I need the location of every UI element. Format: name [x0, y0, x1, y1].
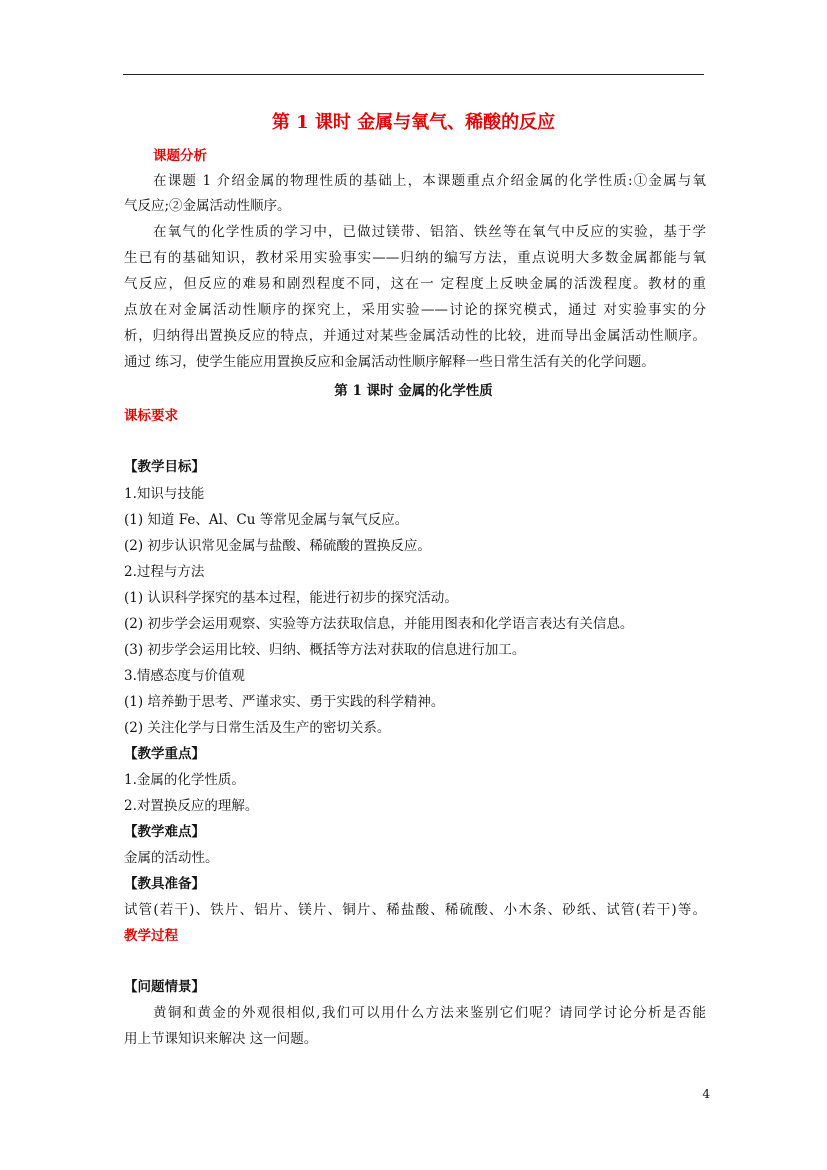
key-heading: 【教学重点】 — [124, 746, 205, 762]
paragraph-line: 在课题 1 介绍金属的物理性质的基础上，本课题重点介绍金属的化学性质:①金属与氧 — [153, 173, 706, 189]
paragraph-line: 用上节课知识来解决 这一问题。 — [124, 1031, 318, 1047]
goal-item: 3.情感态度与价值观 — [124, 668, 245, 684]
standards-heading: 课标要求 — [124, 408, 178, 424]
scenario-heading: 【问题情景】 — [124, 979, 205, 995]
paragraph-line: 在氧气的化学性质的学习中，已做过镁带、铝箔、铁丝等在氧气中反应的实验，基于学 — [153, 224, 706, 240]
paragraph-line: 气反应;②金属活动性顺序。 — [124, 198, 291, 214]
goal-item: (1) 认识科学探究的基本过程，能进行初步的探究活动。 — [124, 590, 458, 606]
paragraph-line: 通过 练习，使学生能应用置换反应和金属活动性顺序解释一些日常生活有关的化学问题。 — [124, 354, 655, 370]
key-item: 1.金属的化学性质。 — [124, 772, 245, 788]
goal-item: (2) 关注化学与日常生活及生产的密切关系。 — [124, 720, 391, 736]
paragraph-line: 黄铜和黄金的外观很相似,我们可以用什么方法来鉴别它们呢？请同学讨论分析是否能 — [153, 1005, 706, 1021]
goal-item: (1) 培养勤于思考、严谨求实、勇于实践的科学精神。 — [124, 694, 445, 710]
difficulty-heading: 【教学难点】 — [124, 824, 205, 840]
goal-item: 1.知识与技能 — [124, 486, 205, 502]
analysis-heading: 课题分析 — [153, 148, 207, 164]
goal-item: (1) 知道 Fe、Al、Cu 等常见金属与氧气反应。 — [124, 512, 409, 528]
paragraph-line: 析，归纳得出置换反应的特点，并通过对某些金属活动性的比较，进而导出金属活动性顺序。 — [124, 328, 706, 344]
goal-item: 2.过程与方法 — [124, 564, 205, 580]
page-number: 4 — [702, 1087, 710, 1101]
paragraph-line: 气反应，但反应的难易和剧烈程度不同，这在一 定程度上反映金属的活泼程度。教材的重 — [124, 276, 706, 292]
header-rule — [123, 74, 704, 75]
section-subtitle: 第 1 课时 金属的化学性质 — [334, 383, 493, 399]
prep-heading: 【教具准备】 — [124, 876, 205, 892]
goal-item: (2) 初步认识常见金属与盐酸、稀硫酸的置换反应。 — [124, 538, 431, 554]
key-item: 2.对置换反应的理解。 — [124, 798, 259, 814]
paragraph-line: 点放在对金属活动性顺序的探究上，采用实验——讨论的探究模式，通过 对实验事实的分 — [124, 302, 706, 318]
difficulty-item: 金属的活动性。 — [124, 850, 219, 866]
prep-item: 试管(若干)、铁片、铝片、镁片、铜片、稀盐酸、稀硫酸、小木条、砂纸、试管(若干)等。 — [124, 902, 706, 918]
goal-item: (2) 初步学会运用观察、实验等方法获取信息，并能用图表和化学语言表达有关信息。 — [124, 616, 634, 632]
goal-item: (3) 初步学会运用比较、归纳、概括等方法对获取的信息进行加工。 — [124, 642, 526, 658]
paragraph-line: 生已有的基础知识，教材采用实验事实——归纳的编写方法，重点说明大多数金属都能与氧 — [124, 250, 706, 266]
page-title: 第 1 课时 金属与氧气、稀酸的反应 — [271, 112, 556, 133]
process-heading: 教学过程 — [124, 928, 178, 944]
goals-heading: 【教学目标】 — [124, 459, 205, 475]
